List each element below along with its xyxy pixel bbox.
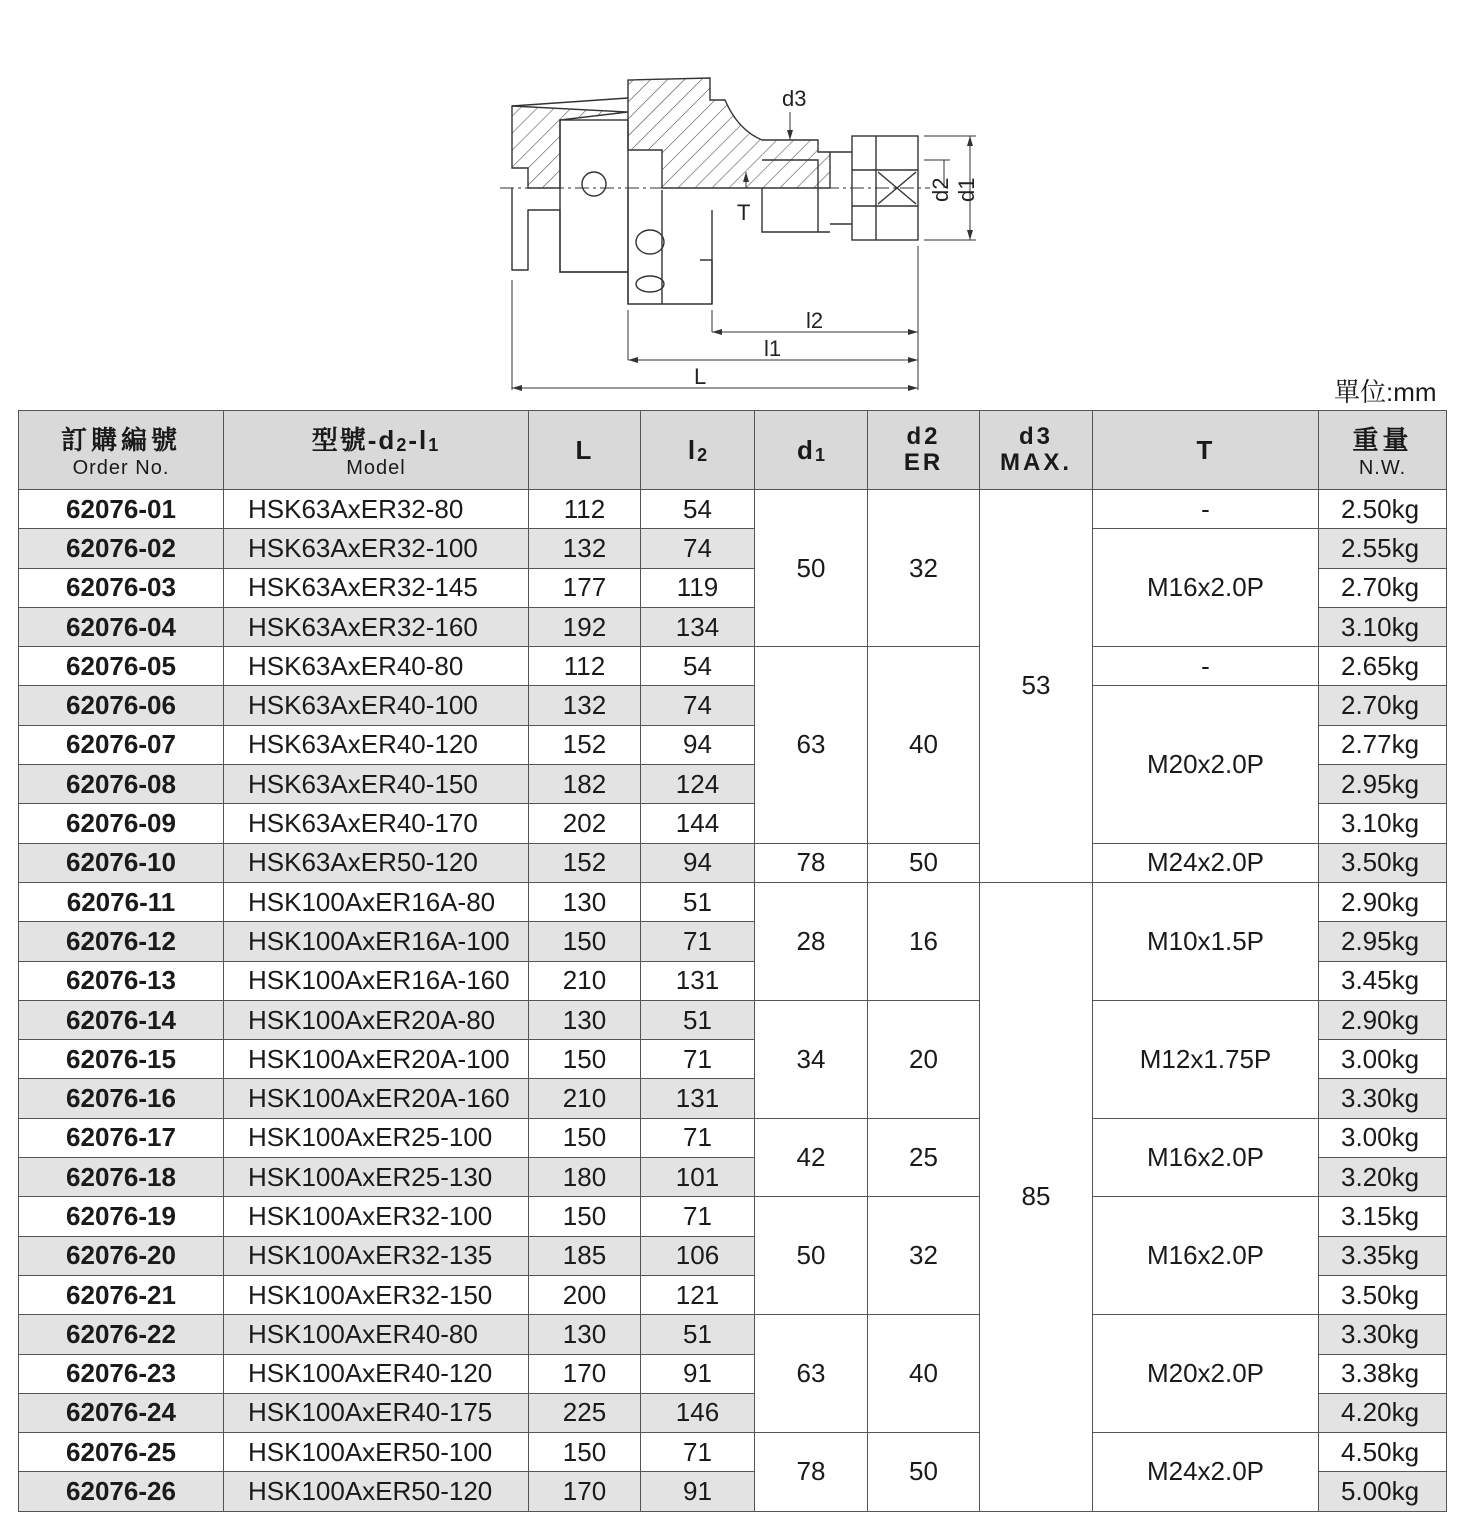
cell-d1: 63 [755,647,868,843]
cell-nw: 2.70kg [1319,568,1447,607]
header-nw: 重量 N.W. [1319,411,1447,490]
cell-model: HSK100AxER16A-100 [224,922,529,961]
cell-d3: 85 [980,882,1093,1511]
cell-L: 200 [529,1275,641,1314]
cell-model: HSK63AxER50-120 [224,843,529,882]
cell-order: 62076-20 [19,1236,224,1275]
label-d2: d2 [928,177,953,202]
cell-nw: 3.30kg [1319,1315,1447,1354]
spec-table [18,410,1447,1512]
cell-d1: 50 [755,490,868,647]
cell-nw: 3.15kg [1319,1197,1447,1236]
cell-nw: 2.95kg [1319,765,1447,804]
cell-order: 62076-11 [19,882,224,921]
cell-L: 132 [529,686,641,725]
cell-order: 62076-02 [19,529,224,568]
table-row [19,529,1447,568]
cell-nw: 3.50kg [1319,843,1447,882]
cell-nw: 3.45kg [1319,961,1447,1000]
cell-l2: 54 [641,647,755,686]
cell-L: 170 [529,1354,641,1393]
cell-model: HSK100AxER20A-80 [224,1000,529,1039]
cell-T: M12x1.75P [1093,1000,1319,1118]
cell-order: 62076-26 [19,1472,224,1511]
cell-nw: 2.65kg [1319,647,1447,686]
cell-L: 130 [529,1315,641,1354]
header-T: T [1093,411,1319,490]
cell-l2: 71 [641,1197,755,1236]
cell-model: HSK100AxER25-100 [224,1118,529,1157]
cell-l2: 131 [641,1079,755,1118]
cell-order: 62076-15 [19,1040,224,1079]
cell-model: HSK100AxER50-120 [224,1472,529,1511]
cell-L: 180 [529,1158,641,1197]
cell-model: HSK100AxER32-135 [224,1236,529,1275]
cell-L: 152 [529,725,641,764]
cell-model: HSK100AxER32-100 [224,1197,529,1236]
cell-nw: 2.77kg [1319,725,1447,764]
cell-d1: 78 [755,843,868,882]
cell-l2: 74 [641,686,755,725]
cell-T: M20x2.0P [1093,1315,1319,1433]
cell-model: HSK100AxER20A-100 [224,1040,529,1079]
cell-L: 112 [529,490,641,529]
table-row [19,882,1447,921]
cell-nw: 2.90kg [1319,1000,1447,1039]
cell-nw: 5.00kg [1319,1472,1447,1511]
cell-model: HSK100AxER16A-80 [224,882,529,921]
cell-l2: 71 [641,1118,755,1157]
cell-l2: 121 [641,1275,755,1314]
cell-l2: 94 [641,843,755,882]
cell-nw: 4.20kg [1319,1393,1447,1432]
cell-l2: 91 [641,1472,755,1511]
cell-nw: 3.00kg [1319,1040,1447,1079]
cell-L: 182 [529,765,641,804]
label-d3: d3 [782,86,807,111]
cell-nw: 3.10kg [1319,607,1447,646]
cell-model: HSK100AxER20A-160 [224,1079,529,1118]
header-L: L [529,411,641,490]
cell-model: HSK100AxER40-175 [224,1393,529,1432]
cell-l2: 71 [641,1433,755,1472]
cell-L: 130 [529,882,641,921]
cell-l2: 51 [641,882,755,921]
cell-model: HSK63AxER40-150 [224,765,529,804]
cell-l2: 124 [641,765,755,804]
cell-model: HSK63AxER32-160 [224,607,529,646]
cell-L: 225 [529,1393,641,1432]
header-l2: $l_2$ [641,411,755,490]
cell-nw: 2.95kg [1319,922,1447,961]
cell-nw: 3.35kg [1319,1236,1447,1275]
cell-T: M16x2.0P [1093,1197,1319,1315]
cell-d2: 32 [868,490,980,647]
cell-model: HSK63AxER32-100 [224,529,529,568]
cell-T: M16x2.0P [1093,1118,1319,1197]
cell-l2: 106 [641,1236,755,1275]
cell-L: 210 [529,1079,641,1118]
tool-holder-drawing [500,60,980,400]
label-d1: d1 [954,177,979,202]
cell-L: 150 [529,922,641,961]
label-T: T [737,200,751,225]
cell-d2: 20 [868,1000,980,1118]
cell-d2: 32 [868,1197,980,1315]
cell-order: 62076-03 [19,568,224,607]
cell-model: HSK100AxER50-100 [224,1433,529,1472]
cell-order: 62076-06 [19,686,224,725]
cell-L: 202 [529,804,641,843]
cell-order: 62076-25 [19,1433,224,1472]
cell-d1: 42 [755,1118,868,1197]
cell-d1: 63 [755,1315,868,1433]
cell-l2: 51 [641,1000,755,1039]
table-row [19,490,1447,529]
cell-order: 62076-18 [19,1158,224,1197]
cell-order: 62076-19 [19,1197,224,1236]
cell-model: HSK63AxER32-80 [224,490,529,529]
cell-order: 62076-04 [19,607,224,646]
cell-L: 150 [529,1197,641,1236]
cell-T: - [1093,490,1319,529]
cell-model: HSK100AxER32-150 [224,1275,529,1314]
cell-order: 62076-10 [19,843,224,882]
cell-order: 62076-22 [19,1315,224,1354]
cell-order: 62076-07 [19,725,224,764]
cell-order: 62076-09 [19,804,224,843]
header-row [19,411,1447,490]
label-l1: l1 [764,336,782,361]
table-row [19,686,1447,725]
cell-order: 62076-24 [19,1393,224,1432]
cell-order: 62076-08 [19,765,224,804]
cell-model: HSK63AxER40-120 [224,725,529,764]
cell-nw: 2.50kg [1319,490,1447,529]
cell-L: 132 [529,529,641,568]
cell-L: 130 [529,1000,641,1039]
cell-l2: 146 [641,1393,755,1432]
cell-model: HSK100AxER40-80 [224,1315,529,1354]
cell-order: 62076-23 [19,1354,224,1393]
header-order: 訂購編號 Order No. [19,411,224,490]
cell-nw: 3.30kg [1319,1079,1447,1118]
cell-d3: 53 [980,490,1093,883]
cell-L: 150 [529,1118,641,1157]
cell-d2: 40 [868,647,980,843]
cell-l2: 94 [641,725,755,764]
cell-model: HSK63AxER32-145 [224,568,529,607]
cell-T: M24x2.0P [1093,1433,1319,1512]
cell-order: 62076-05 [19,647,224,686]
cell-l2: 119 [641,568,755,607]
cell-nw: 2.90kg [1319,882,1447,921]
cell-L: 112 [529,647,641,686]
cell-L: 210 [529,961,641,1000]
cell-d1: 50 [755,1197,868,1315]
cell-model: HSK63AxER40-100 [224,686,529,725]
header-d3: d3 MAX. [980,411,1093,490]
cell-l2: 51 [641,1315,755,1354]
cell-nw: 3.38kg [1319,1354,1447,1393]
table-row [19,1315,1447,1354]
table-row [19,1000,1447,1039]
cell-d2: 16 [868,882,980,1000]
cell-T: M10x1.5P [1093,882,1319,1000]
cell-T: M16x2.0P [1093,529,1319,647]
cell-l2: 91 [641,1354,755,1393]
cell-order: 62076-17 [19,1118,224,1157]
cell-T: - [1093,647,1319,686]
cell-L: 185 [529,1236,641,1275]
unit-label: 單位:mm [1334,377,1437,407]
cell-d2: 40 [868,1315,980,1433]
cell-d2: 50 [868,1433,980,1512]
cell-order: 62076-12 [19,922,224,961]
cell-T: M24x2.0P [1093,843,1319,882]
cell-d1: 78 [755,1433,868,1512]
cell-d1: 28 [755,882,868,1000]
cell-model: HSK63AxER40-80 [224,647,529,686]
label-L: L [694,364,707,389]
spec-body [19,490,1447,1512]
cell-order: 62076-13 [19,961,224,1000]
cell-model: HSK100AxER16A-160 [224,961,529,1000]
header-d1: $d_1$ [755,411,868,490]
cell-L: 150 [529,1433,641,1472]
cell-l2: 71 [641,1040,755,1079]
cell-l2: 134 [641,607,755,646]
table-row [19,1433,1447,1472]
cell-order: 62076-16 [19,1079,224,1118]
cell-l2: 131 [641,961,755,1000]
table-row [19,1197,1447,1236]
cell-d1: 34 [755,1000,868,1118]
cell-L: 152 [529,843,641,882]
cell-model: HSK63AxER40-170 [224,804,529,843]
header-model: 型號$-d_2-l_1$ Model [224,411,529,490]
cell-l2: 74 [641,529,755,568]
cell-l2: 144 [641,804,755,843]
cell-L: 170 [529,1472,641,1511]
table-row [19,1118,1447,1157]
cell-d2: 25 [868,1118,980,1197]
cell-nw: 3.50kg [1319,1275,1447,1314]
cell-l2: 54 [641,490,755,529]
cell-order: 62076-21 [19,1275,224,1314]
cell-order: 62076-01 [19,490,224,529]
cell-model: HSK100AxER40-120 [224,1354,529,1393]
cell-order: 62076-14 [19,1000,224,1039]
cell-d2: 50 [868,843,980,882]
cell-nw: 3.10kg [1319,804,1447,843]
table-row [19,843,1447,882]
cell-l2: 71 [641,922,755,961]
cell-L: 150 [529,1040,641,1079]
cell-nw: 2.70kg [1319,686,1447,725]
cell-l2: 101 [641,1158,755,1197]
label-l2: l2 [806,308,824,333]
cell-nw: 3.00kg [1319,1118,1447,1157]
cell-T: M20x2.0P [1093,686,1319,843]
table-row [19,647,1447,686]
cell-L: 177 [529,568,641,607]
cell-model: HSK100AxER25-130 [224,1158,529,1197]
cell-nw: 3.20kg [1319,1158,1447,1197]
cell-nw: 4.50kg [1319,1433,1447,1472]
header-d2: d2 ER [868,411,980,490]
cell-L: 192 [529,607,641,646]
cell-nw: 2.55kg [1319,529,1447,568]
